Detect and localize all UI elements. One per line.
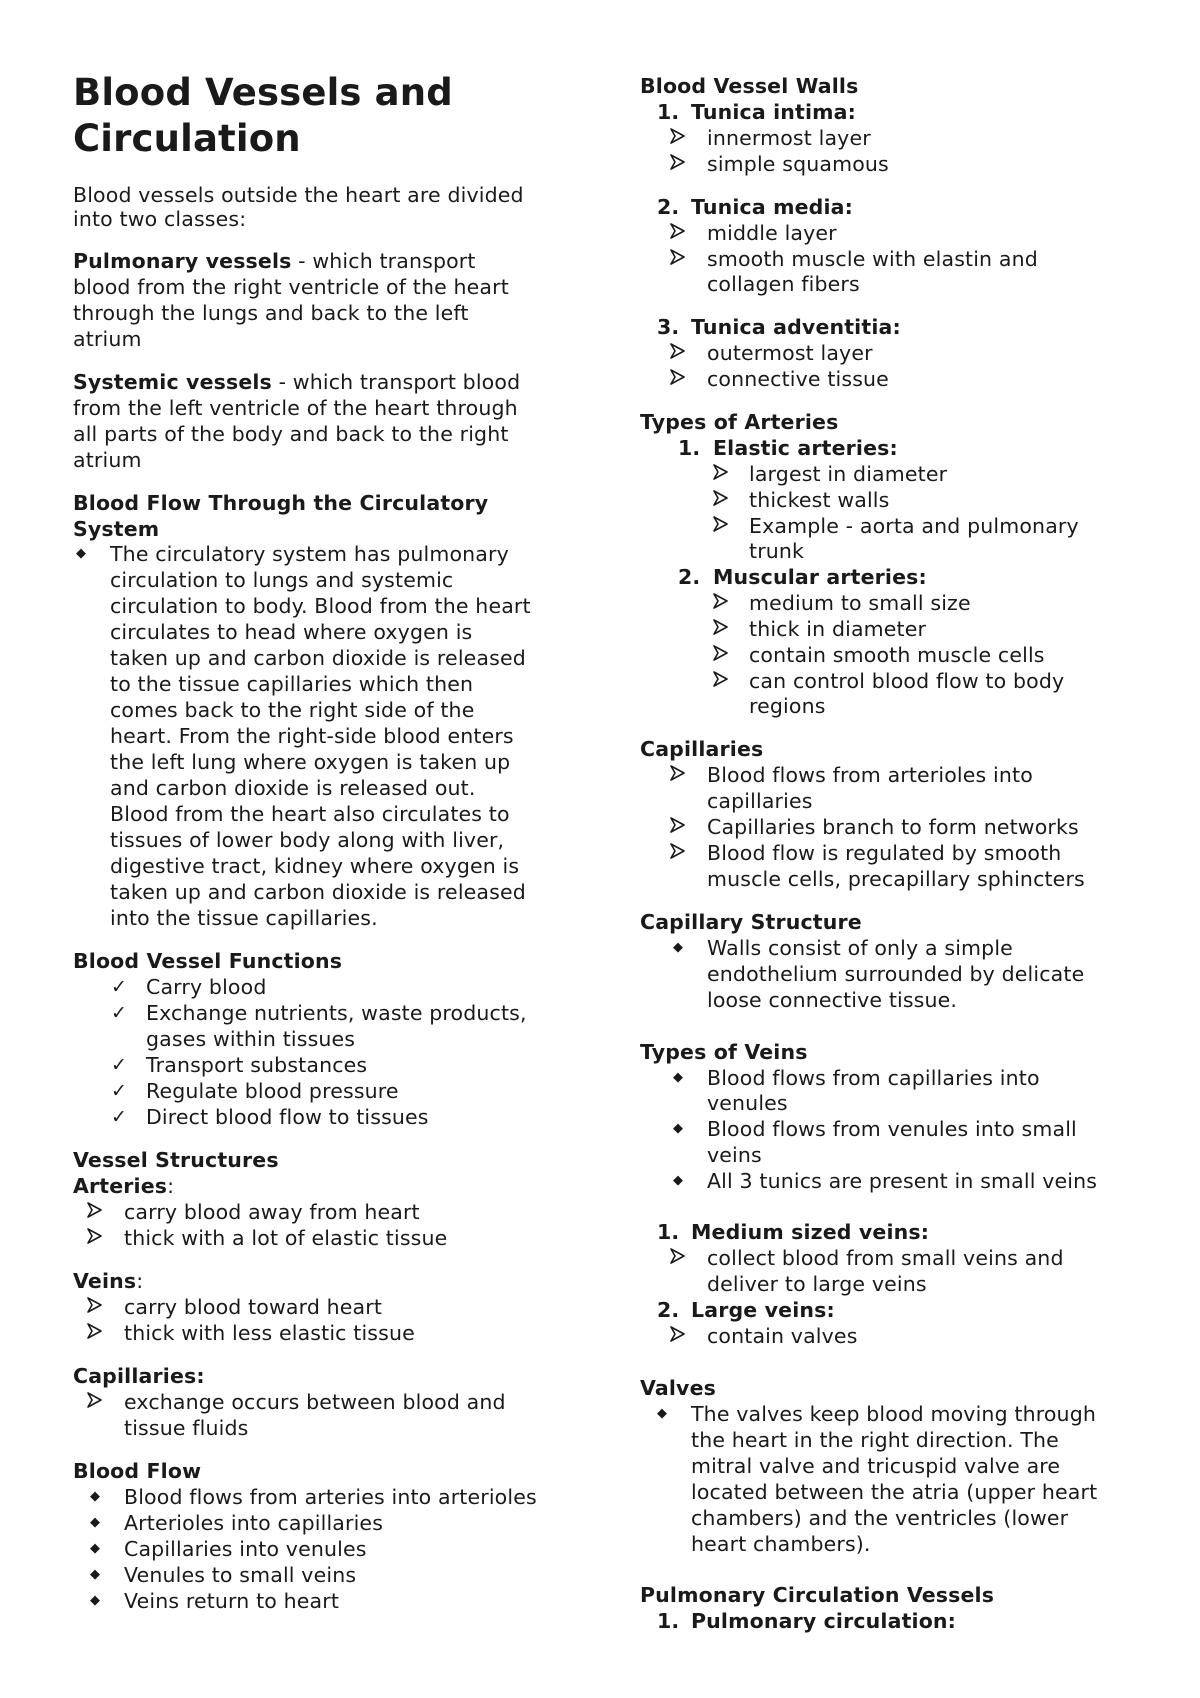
chevron-bullet-icon — [670, 340, 686, 361]
capillaries-label: Capillaries: — [73, 1364, 205, 1388]
valves-line: The valves keep blood moving through — [691, 1402, 1096, 1426]
chevron-bullet-icon — [670, 814, 686, 835]
muscular-item: medium to small size — [749, 591, 971, 615]
chevron-bullet-icon — [670, 1245, 686, 1266]
capillaries-item: Capillaries branch to form networks — [707, 815, 1079, 839]
flow-paragraph-line: taken up and carbon dioxide is released — [110, 646, 526, 670]
flow-heading: Blood Flow Through the Circulatory — [73, 491, 489, 515]
valves-line: heart chambers). — [691, 1532, 871, 1556]
blood-flow-item: Arterioles into capillaries — [124, 1511, 384, 1535]
adventitia-label: Tunica adventitia: — [691, 315, 901, 339]
valves-line: chambers) and the ventricles (lower — [691, 1506, 1069, 1530]
list-number: 2. — [678, 565, 701, 589]
chevron-bullet-icon — [713, 668, 729, 689]
chevron-bullet-icon — [713, 461, 729, 482]
check-icon: ✓ — [111, 1106, 127, 1128]
chevron-bullet-icon — [713, 590, 729, 611]
vein-type-item: All 3 tunics are present in small veins — [707, 1169, 1098, 1193]
adventitia-item: outermost layer — [707, 341, 873, 365]
chevron-bullet-icon — [670, 220, 686, 241]
walls-heading: Blood Vessel Walls — [640, 74, 859, 98]
media-item: middle layer — [707, 221, 837, 245]
pulmonary-line: blood from the right ventricle of the heart — [73, 275, 509, 299]
blood-flow-item: Blood flows from arteries into arterioles — [124, 1485, 537, 1509]
function-item: Transport substances — [146, 1053, 368, 1077]
chevron-bullet-icon — [713, 616, 729, 637]
elastic-item: Example - aorta and pulmonary — [749, 514, 1079, 538]
systemic-line: Systemic vessels - which transport blood — [73, 370, 521, 394]
artery-types-heading: Types of Arteries — [640, 410, 839, 434]
elastic-item: trunk — [749, 539, 805, 563]
capillary-item: exchange occurs between blood and — [124, 1390, 506, 1414]
list-number: 1. — [657, 1609, 680, 1633]
elastic-label: Elastic arteries: — [713, 436, 898, 460]
list-number: 2. — [657, 1298, 680, 1322]
diamond-bullet-icon: ◆ — [90, 1515, 100, 1530]
systemic-line: all parts of the body and back to the right — [73, 422, 509, 446]
vein-types-heading: Types of Veins — [640, 1040, 808, 1064]
flow-paragraph-line: to the tissue capillaries which then — [110, 672, 474, 696]
vein-item: carry blood toward heart — [124, 1295, 383, 1319]
chevron-bullet-icon — [87, 1225, 103, 1246]
page-title-line-1: Blood Vessels and — [73, 71, 453, 114]
chevron-bullet-icon — [713, 487, 729, 508]
chevron-bullet-icon — [713, 513, 729, 534]
check-icon: ✓ — [111, 1054, 127, 1076]
diamond-bullet-icon: ◆ — [90, 1593, 100, 1608]
blood-flow-item: Veins return to heart — [124, 1589, 340, 1613]
list-number: 1. — [678, 436, 701, 460]
pulmonary-line: atrium — [73, 327, 142, 351]
arteries-label-line: Arteries: — [73, 1174, 175, 1198]
flow-paragraph-line: Blood from the heart also circulates to — [110, 802, 510, 826]
capillary-structure-item: endothelium surrounded by delicate — [707, 962, 1085, 986]
capillary-item: tissue fluids — [124, 1416, 249, 1440]
valves-heading: Valves — [640, 1376, 716, 1400]
media-item: smooth muscle with elastin and — [707, 247, 1038, 271]
chevron-bullet-icon — [87, 1199, 103, 1220]
systemic-term: Systemic vessels — [73, 370, 272, 394]
check-icon: ✓ — [111, 1080, 127, 1102]
chevron-bullet-icon — [670, 246, 686, 267]
diamond-bullet-icon: ◆ — [76, 546, 86, 561]
artery-item: carry blood away from heart — [124, 1200, 420, 1224]
pulmonary-line: through the lungs and back to the left — [73, 301, 469, 325]
elastic-item: largest in diameter — [749, 462, 948, 486]
intro-line: into two classes: — [73, 207, 247, 231]
flow-paragraph-line: heart. From the right-side blood enters — [110, 724, 514, 748]
muscular-item: thick in diameter — [749, 617, 927, 641]
artery-item: thick with a lot of elastic tissue — [124, 1226, 448, 1250]
chevron-bullet-icon — [670, 762, 686, 783]
function-item: Carry blood — [146, 975, 267, 999]
systemic-line: atrium — [73, 448, 142, 472]
large-veins-label: Large veins: — [691, 1298, 835, 1322]
adventitia-item: connective tissue — [707, 367, 889, 391]
valves-line: mitral valve and tricuspid valve are — [691, 1454, 1061, 1478]
veins-label-line: Veins: — [73, 1269, 144, 1293]
flow-paragraph-line: and carbon dioxide is released out. — [110, 776, 476, 800]
structures-heading: Vessel Structures — [73, 1148, 279, 1172]
pulmonary-term: Pulmonary vessels — [73, 249, 292, 273]
capillaries-item: capillaries — [707, 789, 813, 813]
valves-line: the heart in the right direction. The — [691, 1428, 1059, 1452]
media-label: Tunica media: — [691, 195, 854, 219]
muscular-label: Muscular arteries: — [713, 565, 927, 589]
vein-type-item: Blood flows from venules into small — [707, 1117, 1077, 1141]
flow-paragraph-line: digestive tract, kidney where oxygen is — [110, 854, 520, 878]
elastic-item: thickest walls — [749, 488, 890, 512]
diamond-bullet-icon: ◆ — [90, 1489, 100, 1504]
chevron-bullet-icon — [670, 840, 686, 861]
vein-type-item: Blood flows from capillaries into — [707, 1066, 1040, 1090]
capillaries-item: Blood flows from arterioles into — [707, 763, 1033, 787]
muscular-item: contain smooth muscle cells — [749, 643, 1045, 667]
chevron-bullet-icon — [713, 642, 729, 663]
medium-vein-item: deliver to large veins — [707, 1272, 927, 1296]
capillaries-item: muscle cells, precapillary sphincters — [707, 867, 1085, 891]
diamond-bullet-icon: ◆ — [673, 1121, 683, 1136]
page-title-line-2: Circulation — [73, 117, 301, 160]
flow-paragraph-line: tissues of lower body along with liver, — [110, 828, 505, 852]
flow-paragraph-line: taken up and carbon dioxide is released — [110, 880, 526, 904]
flow-paragraph-line: The circulatory system has pulmonary — [110, 542, 509, 566]
arteries-label: Arteries — [73, 1174, 168, 1198]
function-item: Regulate blood pressure — [146, 1079, 399, 1103]
list-number: 3. — [657, 315, 680, 339]
pulmonary-vessels-heading: Pulmonary Circulation Vessels — [640, 1583, 995, 1607]
function-item: gases within tissues — [146, 1027, 356, 1051]
capillaries-heading: Capillaries — [640, 737, 764, 761]
list-number: 1. — [657, 1220, 680, 1244]
pulmonary-circulation-label: Pulmonary circulation: — [691, 1609, 957, 1633]
chevron-bullet-icon — [670, 125, 686, 146]
vein-type-item: venules — [707, 1091, 788, 1115]
chevron-bullet-icon — [670, 151, 686, 172]
medium-vein-item: collect blood from small veins and — [707, 1246, 1064, 1270]
chevron-bullet-icon — [670, 1323, 686, 1344]
flow-paragraph-line: circulates to head where oxygen is — [110, 620, 473, 644]
vein-type-item: veins — [707, 1143, 762, 1167]
pulmonary-line: Pulmonary vessels - which transport — [73, 249, 476, 273]
check-icon: ✓ — [111, 1002, 127, 1024]
diamond-bullet-icon: ◆ — [90, 1541, 100, 1556]
check-icon: ✓ — [111, 976, 127, 998]
chevron-bullet-icon — [87, 1320, 103, 1341]
systemic-line: from the left ventricle of the heart through — [73, 396, 518, 420]
large-vein-item: contain valves — [707, 1324, 858, 1348]
valves-line: located between the atria (upper heart — [691, 1480, 1098, 1504]
diamond-bullet-icon: ◆ — [673, 1173, 683, 1188]
capillaries-item: Blood flow is regulated by smooth — [707, 841, 1062, 865]
flow-paragraph-line: comes back to the right side of the — [110, 698, 475, 722]
intima-item: simple squamous — [707, 152, 889, 176]
intro-line: Blood vessels outside the heart are divided — [73, 183, 524, 207]
flow-paragraph-line: circulation to body. Blood from the heart — [110, 594, 531, 618]
intima-item: innermost layer — [707, 126, 871, 150]
function-item: Exchange nutrients, waste products, — [146, 1001, 527, 1025]
list-number: 2. — [657, 195, 680, 219]
capillary-structure-item: loose connective tissue. — [707, 988, 958, 1012]
blood-flow-item: Venules to small veins — [124, 1563, 357, 1587]
functions-heading: Blood Vessel Functions — [73, 949, 343, 973]
function-item: Direct blood flow to tissues — [146, 1105, 429, 1129]
veins-label: Veins — [73, 1269, 137, 1293]
chevron-bullet-icon — [87, 1389, 103, 1410]
media-item: collagen fibers — [707, 272, 860, 296]
vein-item: thick with less elastic tissue — [124, 1321, 415, 1345]
intima-label: Tunica intima: — [691, 100, 857, 124]
muscular-item: can control blood flow to body — [749, 669, 1065, 693]
muscular-item: regions — [749, 694, 826, 718]
diamond-bullet-icon: ◆ — [673, 1070, 683, 1085]
flow-heading: System — [73, 517, 160, 541]
diamond-bullet-icon: ◆ — [673, 940, 683, 955]
flow-paragraph-line: into the tissue capillaries. — [110, 906, 378, 930]
diamond-bullet-icon: ◆ — [657, 1406, 667, 1421]
capillary-structure-item: Walls consist of only a simple — [707, 936, 1013, 960]
flow-paragraph-line: the left lung where oxygen is taken up — [110, 750, 511, 774]
chevron-bullet-icon — [670, 366, 686, 387]
flow-paragraph-line: circulation to lungs and systemic — [110, 568, 454, 592]
chevron-bullet-icon — [87, 1294, 103, 1315]
list-number: 1. — [657, 100, 680, 124]
blood-flow-item: Capillaries into venules — [124, 1537, 367, 1561]
capillary-structure-heading: Capillary Structure — [640, 910, 862, 934]
blood-flow-heading: Blood Flow — [73, 1459, 202, 1483]
diamond-bullet-icon: ◆ — [90, 1567, 100, 1582]
medium-veins-label: Medium sized veins: — [691, 1220, 930, 1244]
